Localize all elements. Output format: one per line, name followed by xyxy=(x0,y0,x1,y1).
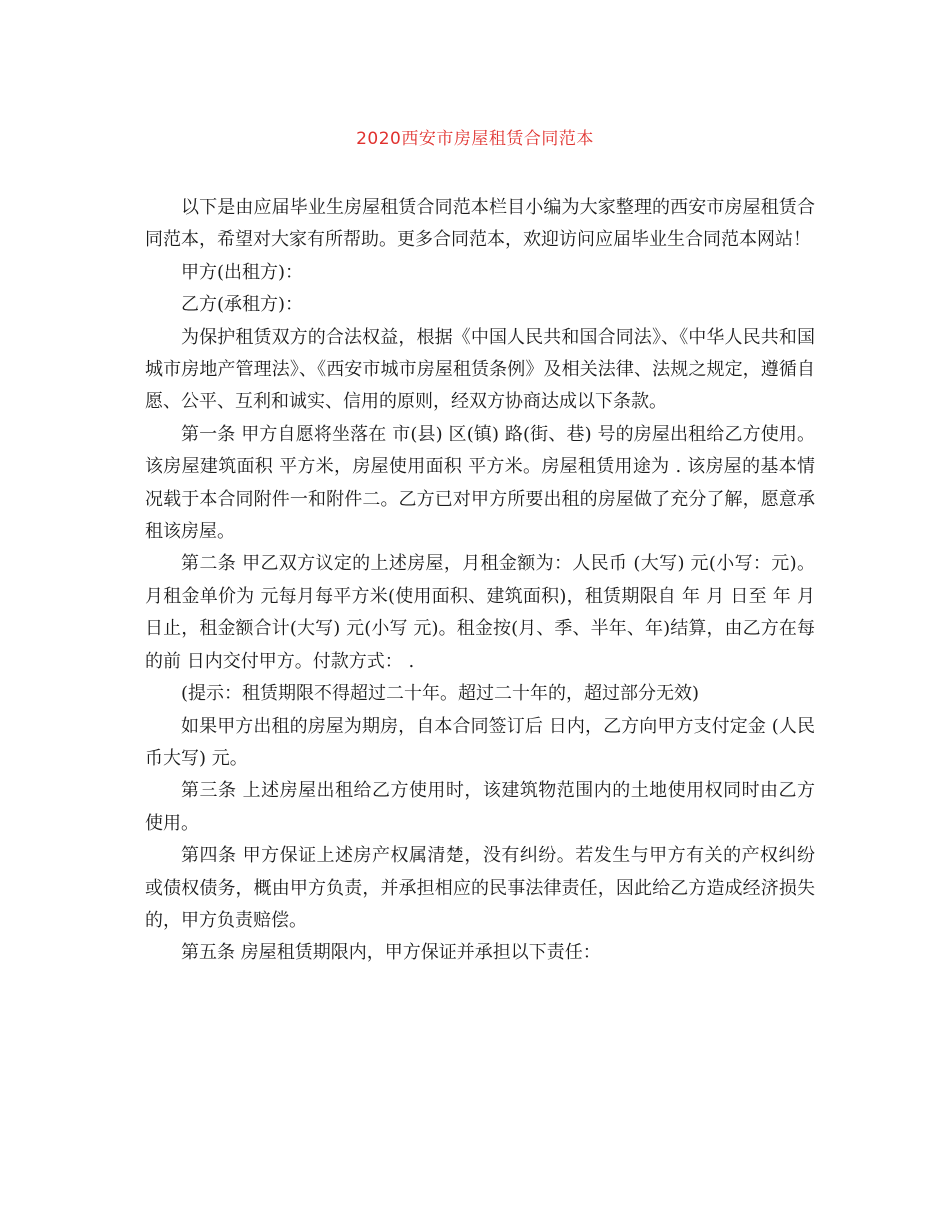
party-b-line: 乙方(承租方)： xyxy=(181,294,304,316)
article-5-paragraph: 第五条 房屋租赁期限内，甲方保证并承担以下责任： xyxy=(181,942,601,964)
deposit-paragraph: 如果甲方出租的房屋为期房，自本合同签订后 日内，乙方向甲方支付定金 (人民币大写) 元。 xyxy=(145,715,815,769)
intro-paragraph: 以下是由应届毕业生房屋租赁合同范本栏目小编为大家整理的西安市房屋租赁合同范本，希望对大家有所帮助。更多合同范本，欢迎访问应届毕业生合同范本网站！ xyxy=(145,197,815,251)
article-3-paragraph: 第三条 上述房屋出租给乙方使用时，该建筑物范围内的土地使用权同时由乙方使用。 xyxy=(145,780,815,834)
article-1-paragraph: 第一条 甲方自愿将坐落在 市(县) 区(镇) 路(街、巷) 号的房屋出租给乙方使用。该房屋建筑面积 平方米，房屋使用面积 平方米。房屋租赁用途为 . 该房屋的基本情况载于本合同附件一和附件二。乙方已对甲方所要出租的房屋做了充分了解，愿意承租该房屋。 xyxy=(145,423,815,543)
article-2-paragraph: 第二条 甲乙双方议定的上述房屋，月租金额为：人民币 (大写) 元(小写：元)。月租金单价为 元每月每平方米(使用面积、建筑面积)，租赁期限自 年 月 日至 年 月 日止，租金额合计(大写) 元(小写 元)。租金按(月、季、半年、年)结算，由乙方在每 的前 日内交付甲方。付款方式： . xyxy=(145,553,815,672)
lease-term-note: (提示：租赁期限不得超过二十年。超过二十年的，超过部分无效) xyxy=(181,683,700,705)
document-title: 2020西安市房屋租赁合同范本 xyxy=(356,129,594,149)
preamble-paragraph: 为保护租赁双方的合法权益，根据《中国人民共和国合同法》、《中华人民共和国城市房地产管理法》、《西安市城市房屋租赁条例》及相关法律、法规之规定，遵循自愿、公平、互利和诚实、信用的原则，经双方协商达成以下条款。 xyxy=(145,326,815,413)
document-body xyxy=(145,192,815,970)
party-a-line: 甲方(出租方)： xyxy=(181,261,304,283)
article-4-paragraph: 第四条 甲方保证上述房产权属清楚，没有纠纷。若发生与甲方有关的产权纠纷或债权债务，概由甲方负责，并承担相应的民事法律责任，因此给乙方造成经济损失的，甲方负责赔偿。 xyxy=(145,845,815,931)
